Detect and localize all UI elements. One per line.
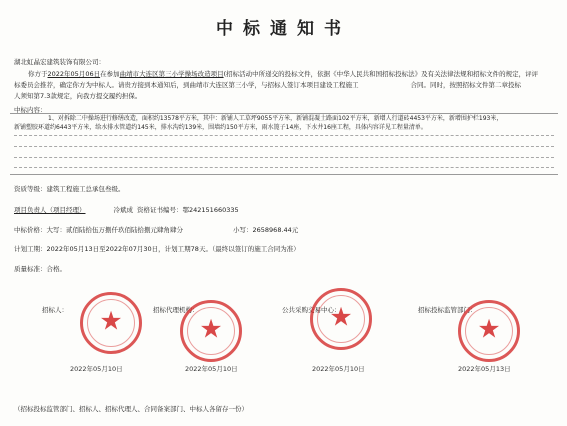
- recipient-company: 湖北虹晶宏建筑装饰有限公司：: [14, 58, 105, 66]
- blank-line: [14, 157, 554, 158]
- sign-date-1: 2022年05月10日: [70, 365, 123, 373]
- pm-name: 冷斌成: [113, 206, 133, 214]
- pm-cert-number: 鄂242151660335: [182, 206, 239, 214]
- blank-line: [14, 135, 554, 136]
- scope-line-1: 1、对拆除二中操场进行修缮改造，面积约13578平方米，其中：新铺人工草坪9055平方米，新铺混凝土路面102平方米，新增人行道砖4453平方米，新增围护栏193米，: [48, 115, 503, 122]
- sign-date-4: 2022年05月13日: [458, 365, 511, 373]
- price-row: 中标价格：大写：贰佰陆拾伍万捌仟玖佰陆拾捌元肆角肆分 小写：2658968.44元: [14, 226, 299, 234]
- star-icon: ★: [99, 306, 123, 337]
- award-paragraph-line2: 标委员会推荐，确定你方为中标人。请贵方接到本通知后，到曲靖市大连区第三小学，与招标人签订本项目建设工程施工 合同。同时，按照招标文件第二章投标: [14, 81, 521, 89]
- sign-date-3: 2022年05月10日: [312, 365, 365, 373]
- star-icon: ★: [329, 302, 353, 333]
- blank-line: [14, 146, 554, 147]
- quality-row: 质量标准：合格。: [14, 265, 66, 273]
- price-lower: 2658968.44元: [252, 226, 299, 234]
- sign-date-2: 2022年05月10日: [185, 365, 238, 373]
- trading-center-label: 公共采购交易中心：: [282, 306, 341, 314]
- project-manager-row: 项目负责人（项目经理） 冷斌成 资格证书编号：鄂242151660335: [14, 206, 239, 214]
- blank-line: [14, 167, 554, 168]
- award-paragraph-line3: 人须知第7.3款规定，向我方提交履约担保。: [14, 92, 142, 100]
- scope-label: 中标内容：: [14, 106, 47, 114]
- document-title: 中标通知书: [216, 19, 351, 39]
- qualification-row: 资质等级：建筑工程施工总承包叁级。: [14, 185, 125, 193]
- agent-label: 招标代理机构：: [153, 306, 199, 314]
- trading-center-seal: [310, 288, 372, 350]
- project-name: 曲靖市大连区第三小学操场改造项目: [119, 70, 224, 78]
- tenderer-label: 招标人：: [42, 306, 68, 314]
- supervisor-label: 招标投标监管部门：: [418, 306, 477, 314]
- award-paragraph-line1: 你方于2022年05月06日在参加曲靖市大连区第三小学操场改造项目(招标活动中所递交的投标文件，依据《中华人民共和国招标投标法》及有关法律法规和招标文件的规定，评评: [28, 70, 539, 78]
- price-upper: 贰佰陆拾伍万捌仟玖佰陆拾捌元肆角肆分: [66, 226, 183, 234]
- agent-seal: [180, 300, 242, 362]
- footnote: （招标投标监管部门、招标人、招标代理人、合同备案部门、中标人各留存一份）: [14, 405, 248, 413]
- scope-line-2: 新铺塑胶环道约6443平方米，给水排水管道约145米，排水沟约139米，围墙约150平方米，雨水篦子14座，下水井16座工程，具体内容详见工程量清单。: [14, 124, 427, 131]
- period-row: 计划工期：2022年05月13日至2022年07月30日，计划工期78天。（最终以签订的施工合同为准）: [14, 245, 300, 253]
- supervisor-seal: [458, 300, 520, 362]
- bid-date: 2022年05月06日: [47, 70, 101, 78]
- star-icon: ★: [199, 314, 223, 345]
- tenderer-seal: [80, 292, 142, 354]
- star-icon: ★: [477, 314, 501, 345]
- pm-label: 项目负责人（项目经理）: [14, 206, 86, 214]
